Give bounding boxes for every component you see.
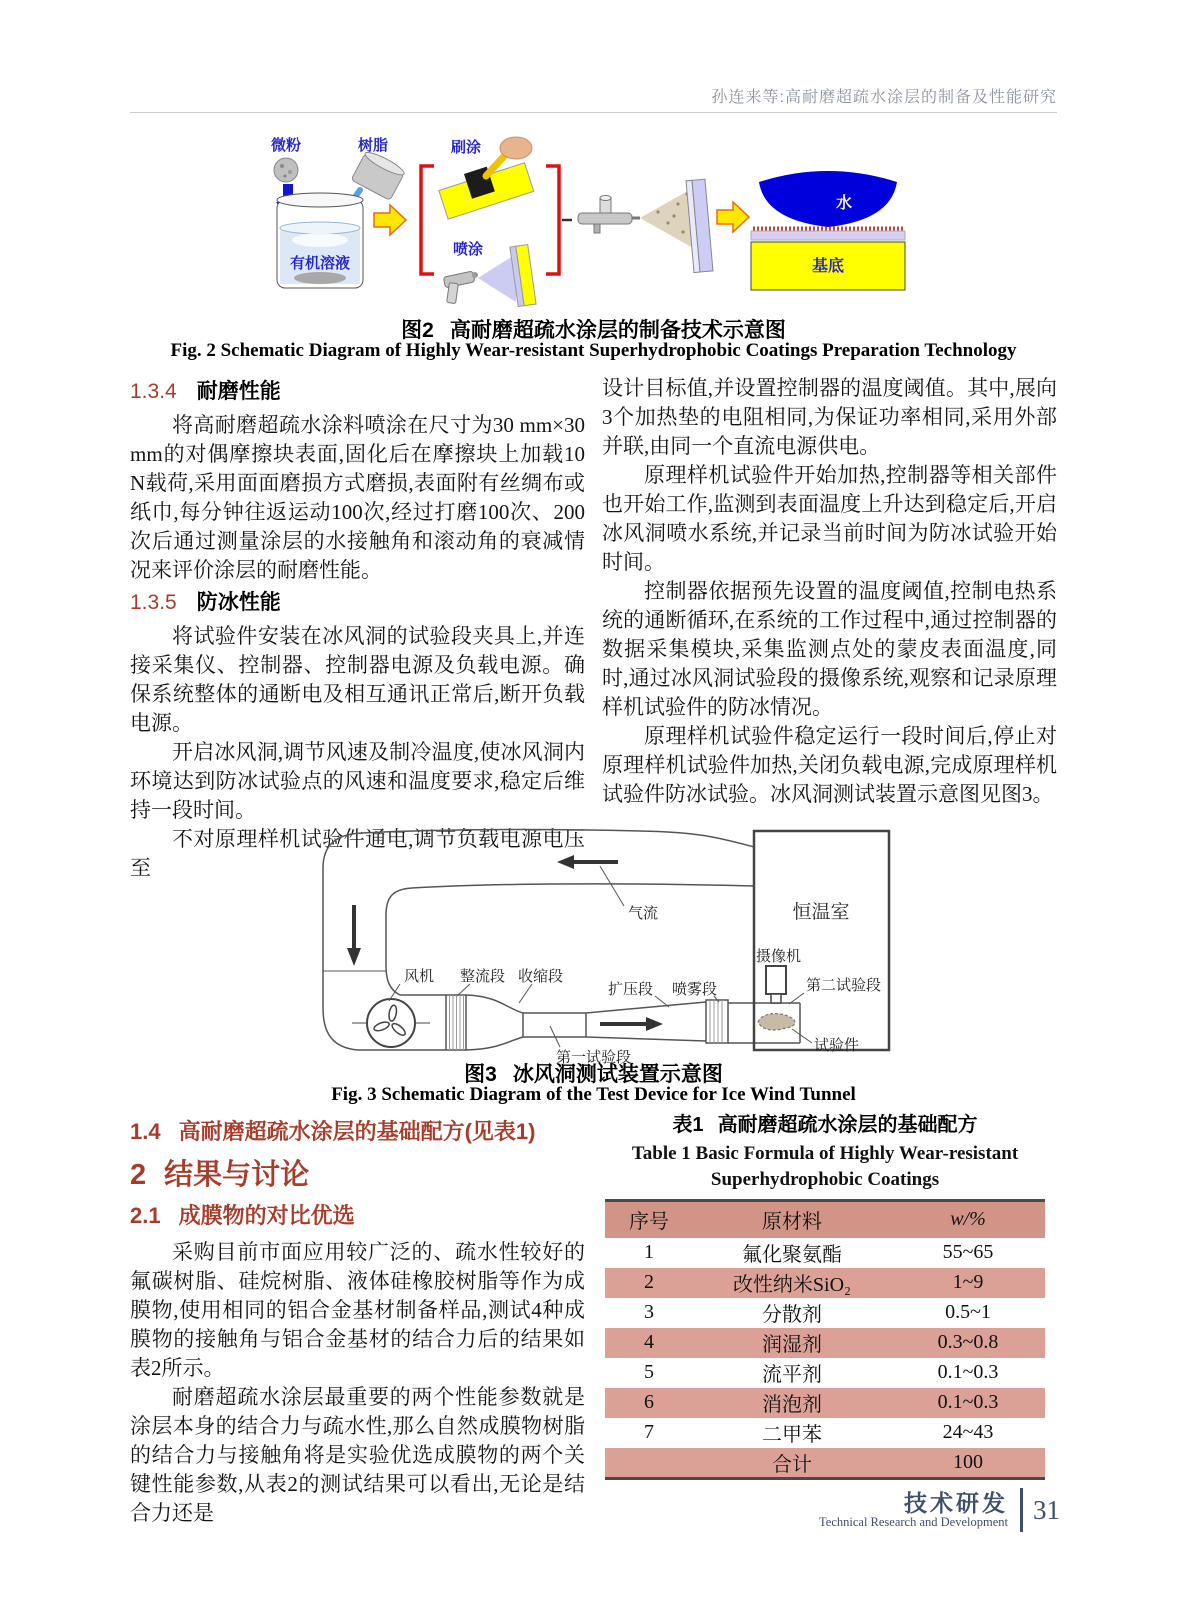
- table1-header-w: w/%: [950, 1208, 986, 1231]
- cell-w: 0.3~0.8: [937, 1331, 999, 1353]
- figure2-number: 图2: [401, 319, 434, 342]
- figure3-number: 图3: [464, 1063, 497, 1086]
- table1-block: [602, 1108, 1048, 1480]
- fig3-label-fan: 风机: [404, 968, 435, 985]
- rectifier-section: [446, 995, 466, 1050]
- page-footer: [780, 1488, 1060, 1532]
- table-row: [605, 1328, 1045, 1358]
- fig3-label-spray: 喷雾段: [672, 981, 718, 998]
- fig2-label-solution: 有机溶液: [289, 255, 351, 272]
- water-droplet: [759, 171, 897, 227]
- footer-section-name: [819, 1491, 1008, 1530]
- table-row: [605, 1388, 1045, 1418]
- target-plate: [686, 179, 713, 272]
- table1-number: 表1: [672, 1114, 704, 1136]
- spray-cone-particles: [640, 188, 693, 248]
- section-number: 1.3.5: [130, 591, 177, 614]
- tunnel-inner-wall: [386, 884, 754, 995]
- footer-divider: [1020, 1488, 1023, 1532]
- section-title: 防冰性能: [196, 591, 281, 614]
- page-number: 31: [1033, 1494, 1060, 1525]
- figure2-caption-en: Fig. 2 Schematic Diagram of Highly Wear-resistant Superhydrophobic Coatings Preparation Technology: [170, 340, 1017, 361]
- fig3-label-specimen: 试验件: [814, 1037, 860, 1054]
- section-title: 结果与讨论: [164, 1159, 310, 1191]
- bracket-left: [421, 166, 434, 274]
- figure2-title-zh: 高耐磨超疏水涂层的制备技术示意图: [449, 319, 786, 342]
- section-title: 成膜物的对比优选: [178, 1203, 355, 1228]
- cell-material: 润湿剂: [762, 1334, 822, 1356]
- coating-layer: [751, 231, 905, 240]
- paragraph: 开启冰风洞,调节风速及制冷温度,使冰风洞内环境达到防冰试验点的风速和温度要求,稳定后维持一段时间。: [130, 740, 585, 822]
- footer-zh: 技术研发: [904, 1489, 1008, 1516]
- section-2-1-heading: [130, 1202, 585, 1230]
- figure3-wind-tunnel-schematic: [315, 828, 900, 1066]
- paragraph: 原理样机试验件稳定运行一段时间后,停止对原理样机试验件加热,关闭负载电源,完成原理样机试验件防冰试验。冰风洞测试装置示意图见图3。: [602, 724, 1057, 806]
- cell-w: 24~43: [942, 1421, 994, 1443]
- paragraph: 将试验件安装在冰风洞的试验段夹具上,并连接采集仪、控制器、控制器电源及负载电源。确保系统整体的通断电及相互通讯正常后,断开负载电源。: [130, 624, 585, 735]
- cell-material: 消泡剂: [762, 1394, 822, 1416]
- powder-ball: [274, 158, 298, 182]
- cell-no: 3: [644, 1301, 654, 1323]
- figure3-caption-en: Fig. 3 Schematic Diagram of the Test Device for Ice Wind Tunnel: [331, 1084, 856, 1105]
- cell-material: 分散剂: [762, 1304, 822, 1326]
- fig3-label-rectifier: 整流段: [460, 968, 506, 985]
- fig3-label-chamber: 恒温室: [792, 902, 850, 923]
- fig2-label-resin: 树脂: [357, 137, 389, 154]
- section-2-heading: [130, 1156, 585, 1194]
- cell-w: 1~9: [952, 1271, 984, 1293]
- table1-total-label: 合计: [772, 1453, 812, 1476]
- table1-title-en-line1: Table 1 Basic Formula of Highly Wear-resistant: [631, 1143, 1019, 1164]
- paragraph: 采购目前市面应用较广泛的、疏水性较好的氟碳树脂、硅烷树脂、液体硅橡胶树脂等作为成膜物,使用相同的铝合金基材制备样品,测试4种成膜物的接触角与铝合金基材的结合力后的结果如表2所示。: [130, 1240, 585, 1380]
- fig3-label-airflow: 气流: [628, 905, 659, 922]
- fig2-label-spray: 喷涂: [452, 241, 484, 258]
- section-title: 耐磨性能: [196, 380, 281, 403]
- left-column-2: [130, 1118, 585, 1528]
- table-row: [605, 1358, 1045, 1388]
- spray-gun: [443, 271, 478, 304]
- fig2-label-water: 水: [835, 195, 853, 212]
- cell-w: 55~65: [942, 1241, 994, 1263]
- section-number: 2.1: [130, 1203, 161, 1228]
- section-1-3-4-heading: [130, 377, 585, 407]
- fig3-label-second-test: 第二试验段: [806, 977, 882, 994]
- cell-w: 0.5~1: [945, 1301, 991, 1323]
- fig2-label-substrate: 基底: [811, 258, 845, 275]
- fig3-label-diffuser: 扩压段: [608, 981, 654, 998]
- fig2-label-powder: 微粉: [270, 137, 302, 154]
- right-column-1: [602, 374, 1057, 809]
- cell-w: 0.1~0.3: [937, 1361, 999, 1383]
- table1-title-zh: [602, 1108, 1048, 1137]
- table1-total-row: [605, 1448, 1045, 1479]
- paragraph: 不对原理样机试验件通电,调节负载电源电压至: [130, 827, 585, 880]
- paragraph: 原理样机试验件开始加热,控制器等相关部件也开始工作,监测到表面温度上升达到稳定后,开启冰风洞喷水系统,并记录当前时间为防冰试验开始时间。: [602, 463, 1057, 574]
- hand: [500, 137, 532, 159]
- table1-total-value: 100: [953, 1450, 983, 1473]
- paragraph: 耐磨超疏水涂层最重要的两个性能参数就是涂层本身的结合力与疏水性,那么自然成膜物树脂的结合力与接触角将是实验优选成膜物的两个关键性能参数,从表2的测试结果可以看出,无论是结合力还是: [130, 1385, 585, 1525]
- airbrush: [578, 196, 640, 234]
- spray-cone-purple: [478, 254, 516, 302]
- cell-no: 2: [644, 1271, 654, 1293]
- table1-title-zh-text: 高耐磨超疏水涂层的基础配方: [717, 1114, 978, 1136]
- table1-header-no: 序号: [629, 1211, 669, 1234]
- section-number: 1.4: [130, 1119, 161, 1144]
- step-arrow-1: [374, 205, 406, 235]
- cell-no: 4: [644, 1331, 654, 1353]
- cell-no: 5: [644, 1361, 654, 1383]
- section-number: 1.3.4: [130, 380, 177, 403]
- bracket-right: [546, 166, 559, 274]
- cell-material: 流平剂: [762, 1364, 822, 1386]
- paragraph: 控制器依据预先设置的温度阈值,控制电热系统的通断循环,在系统的工作过程中,通过控制器的数据采集模块,采集监测点处的蒙皮表面温度,同时,通过冰风洞试验段的摄像系统,观察和记录原理样机试验件的防冰情况。: [602, 579, 1057, 719]
- fig3-label-camera: 摄像机: [756, 948, 802, 965]
- table1-header-material: 原材料: [762, 1211, 822, 1234]
- table-row: [605, 1298, 1045, 1328]
- section-1-3-5-heading: [130, 588, 585, 618]
- fig3-label-first-test: 第一试验段: [556, 1049, 632, 1066]
- figure2-preparation-schematic: [228, 128, 938, 318]
- cell-no: 7: [644, 1421, 654, 1443]
- step-arrow-2: [717, 202, 749, 232]
- cell-material: 氟化聚氨酯: [742, 1244, 842, 1266]
- running-title: 孙连来等:高耐磨超疏水涂层的制备及性能研究: [711, 89, 1057, 106]
- fig3-label-contraction: 收缩段: [518, 968, 564, 985]
- cell-material: 二甲苯: [762, 1424, 822, 1446]
- camera: [766, 966, 786, 1003]
- table1: [605, 1199, 1045, 1480]
- fig2-label-brush: 刷涂: [450, 139, 482, 156]
- paragraph: 将高耐磨超疏水涂料喷涂在尺寸为30 mm×30 mm的对偶摩擦块表面,固化后在摩擦块上加载10 N载荷,采用面面磨损方式磨损,表面附有丝绸布或纸巾,每分钟往返运动100次,经过打磨100次、200次后通过测量涂层的水接触角和滚动角的衰减情况来评价涂层的耐磨性能。: [130, 413, 585, 582]
- footer-en: Technical Research and Development: [819, 1514, 1008, 1529]
- paragraph: 设计目标值,并设置控制器的温度阈值。其中,展向3个加热垫的电阻相同,为保证功率相同,采用外部并联,由同一个直流电源供电。: [602, 376, 1057, 458]
- table-row: [605, 1268, 1045, 1298]
- cell-w: 0.1~0.3: [937, 1391, 999, 1413]
- figure3-title-zh: 冰风洞测试装置示意图: [512, 1063, 723, 1086]
- fan: [352, 999, 430, 1047]
- table1-header-row: [605, 1201, 1045, 1238]
- cell-material: 改性纳米SiO₂: [732, 1274, 852, 1296]
- spray-section: [706, 1000, 728, 1043]
- section-number: 2: [130, 1159, 147, 1191]
- cell-no: 6: [644, 1391, 654, 1413]
- table-row: [605, 1418, 1045, 1448]
- cell-no: 1: [644, 1241, 654, 1263]
- table-row: [605, 1238, 1045, 1268]
- brush-plate: [436, 155, 533, 219]
- header-rule: [130, 112, 1057, 113]
- section-1-4-heading: [130, 1118, 585, 1146]
- table1-title-en-line2: Superhydrophobic Coatings: [710, 1169, 940, 1190]
- test-specimen: [758, 1014, 795, 1030]
- cell-empty: [605, 1448, 693, 1479]
- contraction-walls: [466, 995, 586, 1050]
- section-title: 高耐磨超疏水涂层的基础配方(见表1): [178, 1119, 536, 1144]
- left-column-1: [130, 374, 585, 883]
